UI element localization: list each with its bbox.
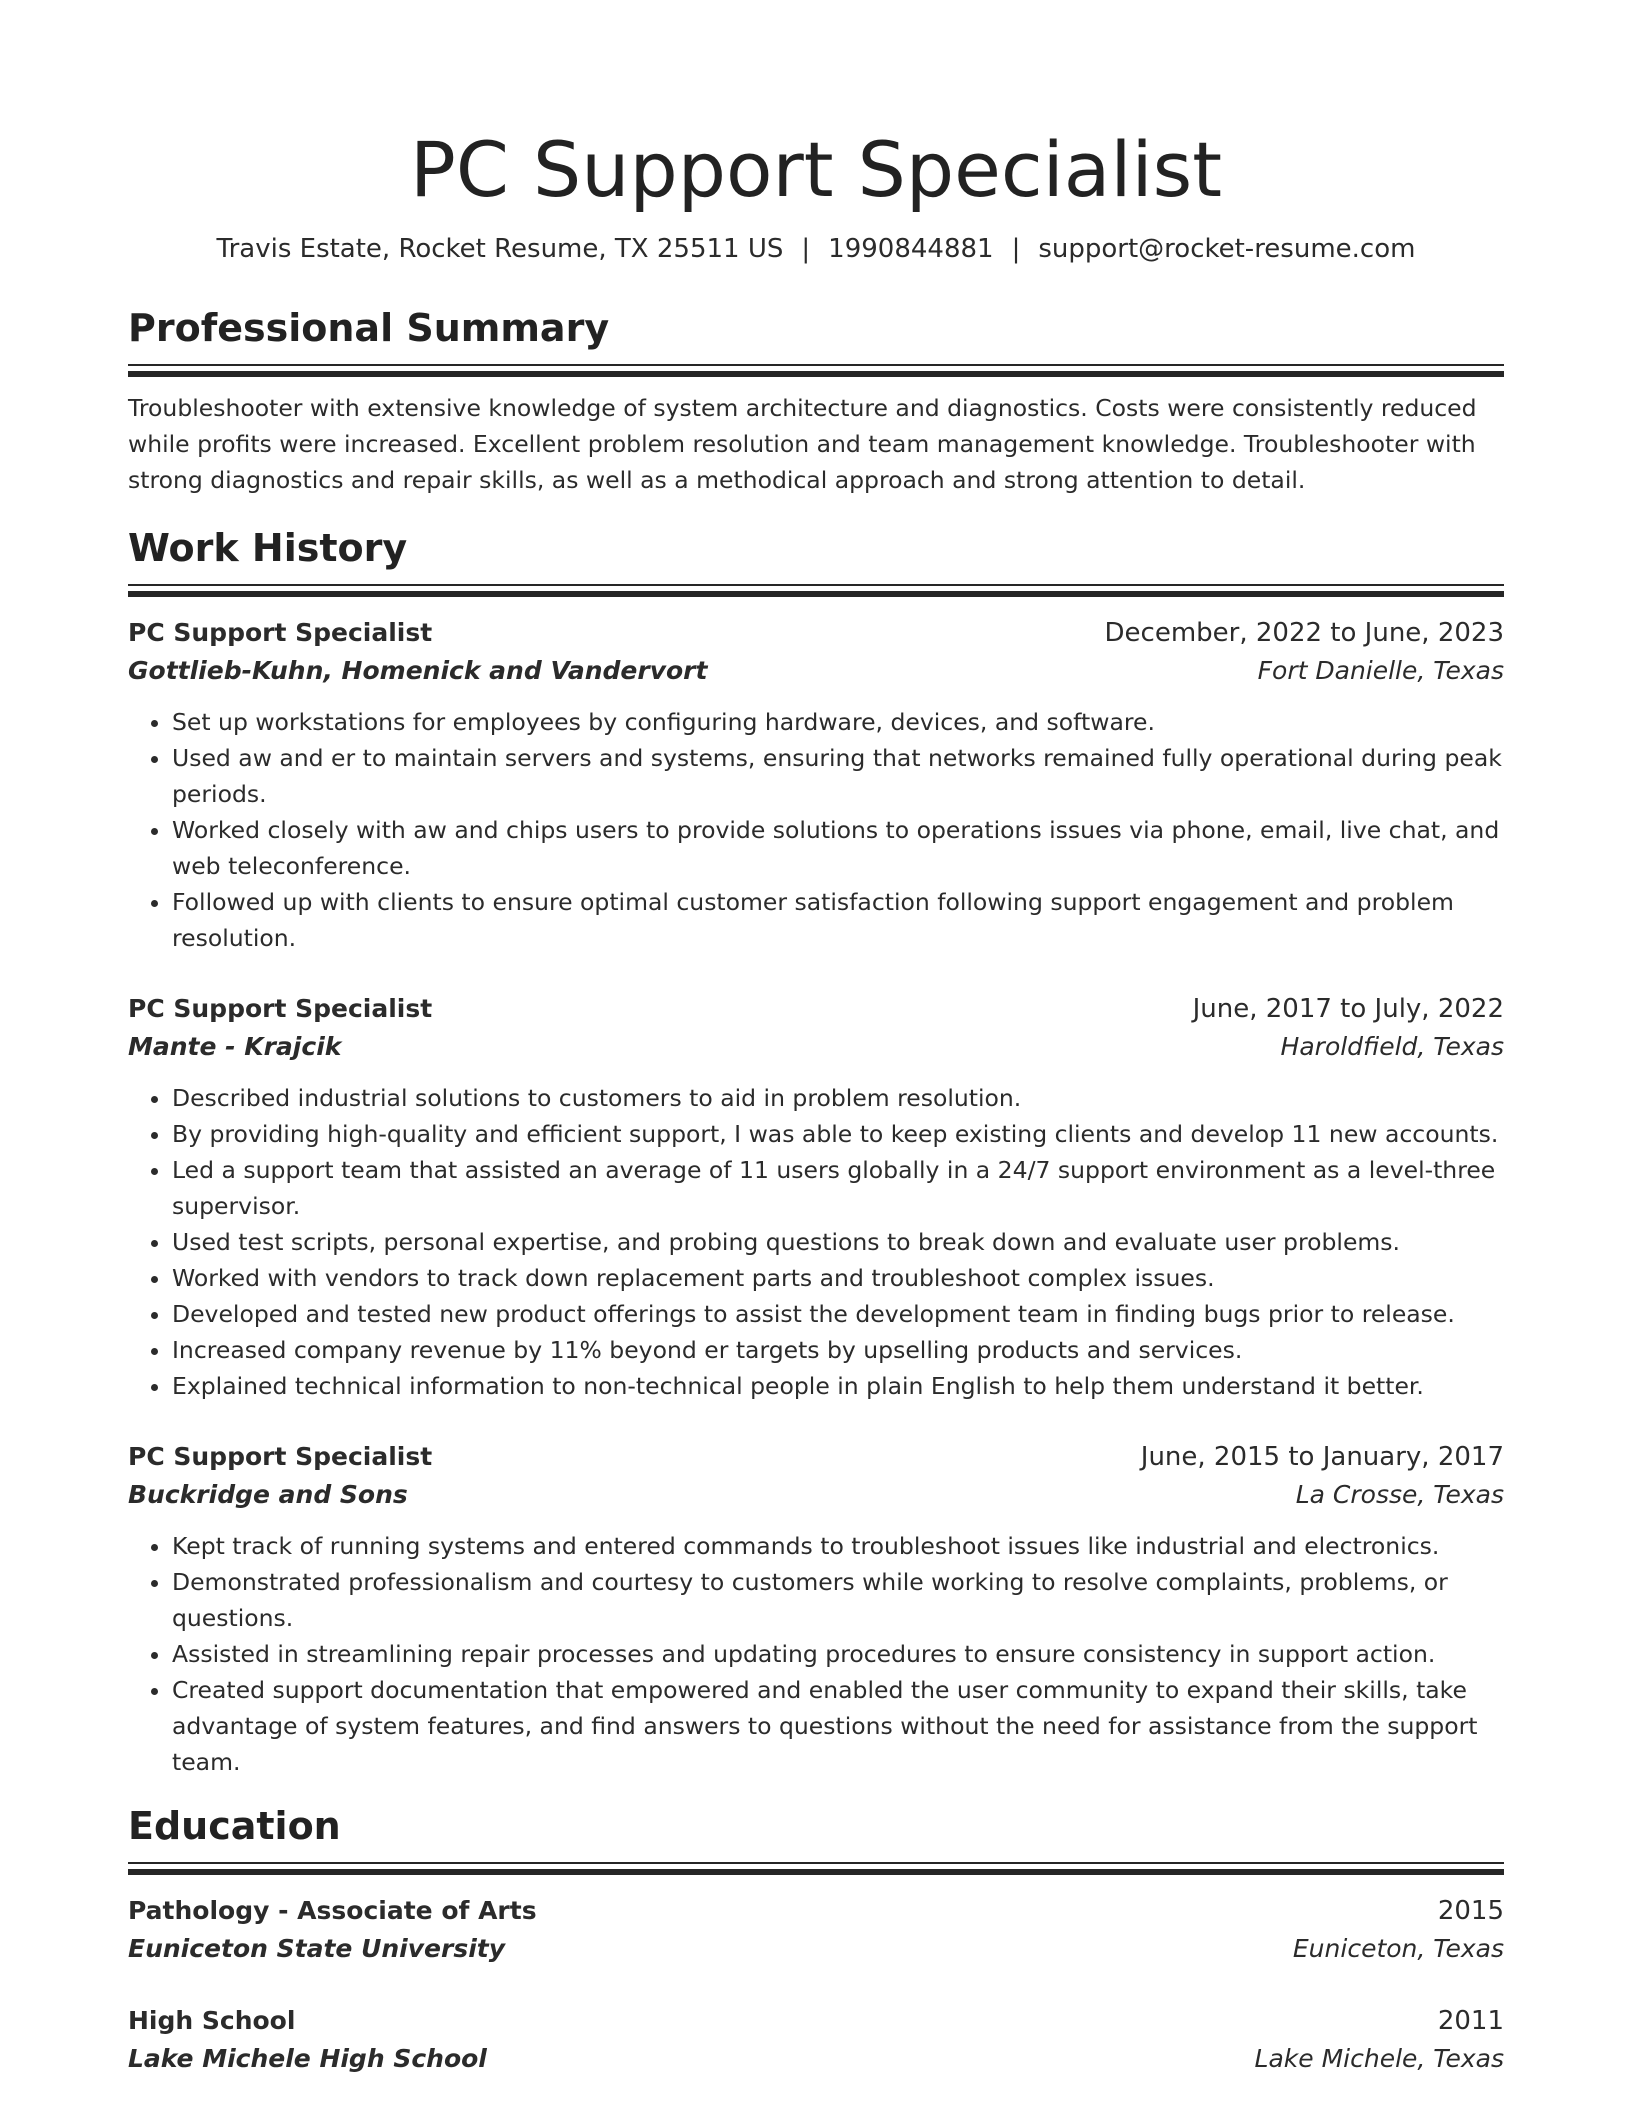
summary-heading: Professional Summary [128,306,610,350]
resume-page [128,0,1504,2078]
job-bullet: • Kept track of running systems and entered commands to troubleshoot issues like industrial and electronics. [172,1528,1504,1564]
resume-name: PC Support Specialist [410,125,1222,214]
job-entry [128,614,1504,956]
contact-address: Travis Estate, Rocket Resume, TX 25511 US [216,234,784,264]
work-section [128,524,1504,1780]
education-heading: Education [128,1804,341,1848]
education-school: Euniceton State University [128,1934,506,1963]
section-divider [128,364,1504,380]
section-divider [128,1862,1504,1878]
contact-email[interactable]: support@rocket-resume.com [1038,234,1416,264]
job-bullets [128,704,1504,956]
job-bullets [128,1080,1504,1404]
job-bullet: • By providing high-quality and efficient support, I was able to keep existing clients and develop 11 new accounts. [172,1116,1504,1152]
summary-section [128,304,1504,498]
education-location: Euniceton, Texas [1292,1934,1504,1963]
job-bullets [128,1528,1504,1780]
education-year: 2015 [1437,1896,1504,1926]
job-location: Fort Danielle, Texas [1257,656,1504,685]
job-title: PC Support Specialist [128,618,433,647]
job-location: Haroldfield, Texas [1280,1032,1504,1061]
job-title: PC Support Specialist [128,1442,433,1471]
contact-separator: | [1011,234,1021,264]
job-bullet: • Created support documentation that empowered and enabled the user community to expand their skills, take advantage of system features, and find answers to questions without the need for assistance from the support team. [172,1672,1504,1780]
job-entry [128,990,1504,1404]
job-company: Buckridge and Sons [128,1480,408,1509]
education-year: 2011 [1437,2006,1504,2036]
job-dates: June, 2015 to January, 2017 [1140,1442,1504,1472]
job-bullet: • Developed and tested new product offerings to assist the development team in finding bugs prior to release. [172,1296,1504,1332]
contact-separator: | [801,234,811,264]
education-entry [128,2002,1504,2078]
job-bullet: • Used aw and er to maintain servers and systems, ensuring that networks remained fully operational during peak periods. [172,740,1504,812]
job-bullet: • Increased company revenue by 11% beyond er targets by upselling products and services. [172,1332,1504,1368]
job-company: Gottlieb-Kuhn, Homenick and Vandervort [128,656,708,685]
job-dates: June, 2017 to July, 2022 [1192,994,1504,1024]
job-company: Mante - Krajcik [128,1032,342,1061]
job-bullet: • Worked closely with aw and chips users to provide solutions to operations issues via phone, email, live chat, and web teleconference. [172,812,1504,884]
job-dates: December, 2022 to June, 2023 [1104,618,1504,648]
job-title: PC Support Specialist [128,994,433,1023]
contact-line [128,232,1504,266]
job-bullet: • Assisted in streamlining repair processes and updating procedures to ensure consistency in support action. [172,1636,1504,1672]
job-bullet: • Explained technical information to non-technical people in plain English to help them understand it better. [172,1368,1504,1404]
section-divider [128,584,1504,600]
job-bullet: • Described industrial solutions to customers to aid in problem resolution. [172,1080,1504,1116]
summary-text: Troubleshooter with extensive knowledge of system architecture and diagnostics. Costs were consistently reduced while profits were increased. Excellent problem resolution and team management knowledge. Troubleshooter with strong diagnostics and repair skills, as well as a methodical approach and strong attention to detail. [128,394,1477,494]
education-entry [128,1892,1504,1968]
contact-phone: 1990844881 [828,234,994,264]
job-bullet: • Followed up with clients to ensure optimal customer satisfaction following support engagement and problem resolution. [172,884,1504,956]
job-bullet: • Demonstrated professionalism and courtesy to customers while working to resolve complaints, problems, or questions. [172,1564,1504,1636]
job-location: La Crosse, Texas [1295,1480,1504,1509]
education-degree: High School [128,2006,296,2035]
job-bullet: • Worked with vendors to track down replacement parts and troubleshoot complex issues. [172,1260,1504,1296]
work-heading: Work History [128,526,408,570]
job-bullet: • Set up workstations for employees by configuring hardware, devices, and software. [172,704,1504,740]
job-entry [128,1438,1504,1780]
education-section [128,1802,1504,2078]
job-bullet: • Led a support team that assisted an average of 11 users globally in a 24/7 support environment as a level-three supervisor. [172,1152,1504,1224]
job-bullet: • Used test scripts, personal expertise, and probing questions to break down and evaluate user problems. [172,1224,1504,1260]
education-school: Lake Michele High School [128,2044,487,2073]
education-degree: Pathology - Associate of Arts [128,1896,537,1925]
education-location: Lake Michele, Texas [1254,2044,1504,2073]
